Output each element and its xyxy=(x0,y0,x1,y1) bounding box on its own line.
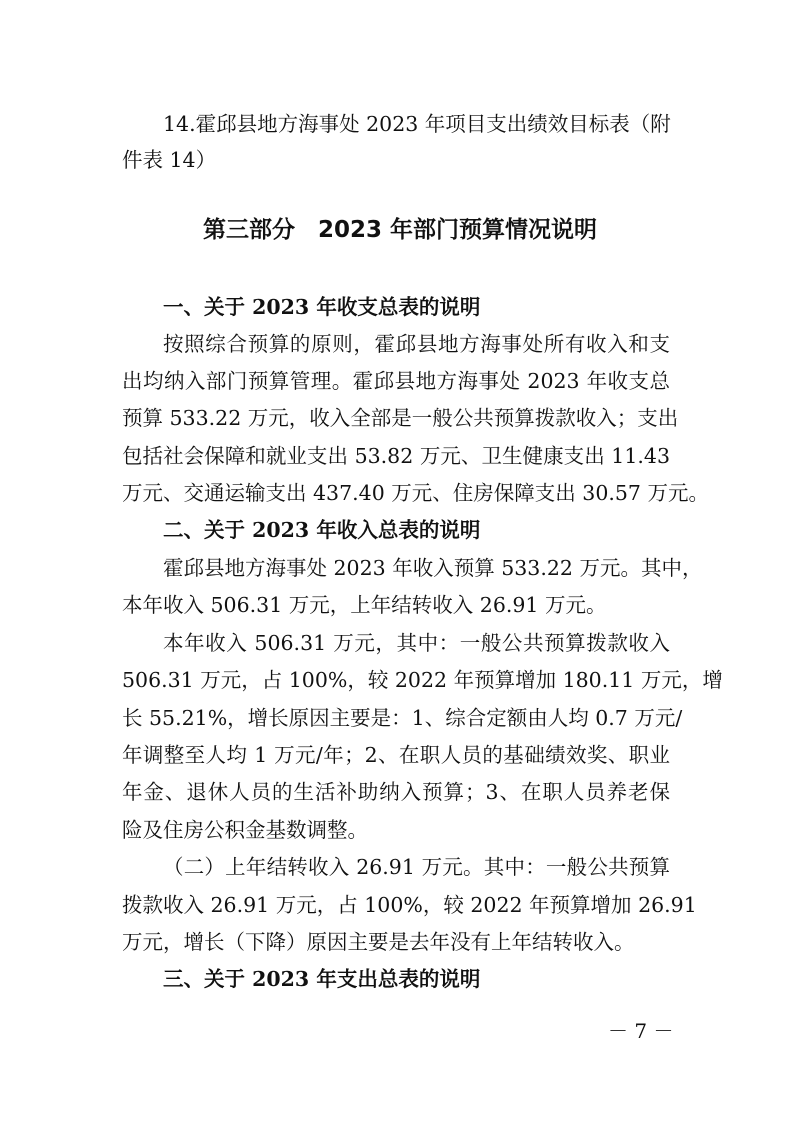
section-2-text: 长 55.21%，增长原因主要是：1、综合定额由人均 0.7 万元/ xyxy=(122,706,683,730)
section-2-text: 506.31 万元，占 100%，较 2022 年预算增加 180.11 万元，增 xyxy=(122,668,723,692)
section-2-para-2-line xyxy=(0,623,793,663)
section-2-para-1-line xyxy=(0,548,793,588)
section-2-para-2-line xyxy=(0,772,793,812)
section-2-text: 年调整至人均 1 万元/年；2、在职人员的基础绩效奖、职业 xyxy=(122,743,670,767)
section-1-heading: 一、关于 2023 年收支总表的说明 xyxy=(163,295,481,319)
section-2-para-2-line xyxy=(0,660,793,700)
item-14-line-2 xyxy=(0,140,793,180)
section-2-para-2-line xyxy=(0,810,793,850)
section-2-text: 本年收入 506.31 万元，其中：一般公共预算拨款收入 xyxy=(163,631,670,655)
part-title-line xyxy=(0,210,793,250)
section-2-heading-line xyxy=(0,510,793,550)
item-14-line-1 xyxy=(0,104,793,144)
section-1-text: 万元、交通运输支出 437.40 万元、住房保障支出 30.57 万元。 xyxy=(122,481,709,505)
section-2-text: 年金、退休人员的生活补助纳入预算；3、在职人员养老保 xyxy=(122,780,670,804)
item-14-text-2: 件表 14） xyxy=(122,148,217,172)
section-1-text: 出均纳入部门预算管理。霍邱县地方海事处 2023 年收支总 xyxy=(122,369,670,393)
section-2-text: 万元，增长（下降）原因主要是去年没有上年结转收入。 xyxy=(122,930,635,954)
section-3-heading-line xyxy=(0,959,793,999)
section-2-para-3-line xyxy=(0,922,793,962)
section-2-para-3-line xyxy=(0,847,793,887)
section-3-heading: 三、关于 2023 年支出总表的说明 xyxy=(163,967,481,991)
section-2-text: 霍邱县地方海事处 2023 年收入预算 533.22 万元。其中， xyxy=(163,556,703,580)
part-title: 第三部分 2023 年部门预算情况说明 xyxy=(203,217,598,243)
section-2-heading: 二、关于 2023 年收入总表的说明 xyxy=(163,518,481,542)
section-1-line xyxy=(0,324,793,364)
section-1-line xyxy=(0,398,793,438)
item-14-text-1: 14.霍邱县地方海事处 2023 年项目支出绩效目标表（附 xyxy=(163,112,671,136)
section-2-text: 险及住房公积金基数调整。 xyxy=(122,818,368,842)
section-1-text: 预算 533.22 万元，收入全部是一般公共预算拨款收入；支出 xyxy=(122,406,679,430)
section-2-para-2-line xyxy=(0,735,793,775)
section-1-line xyxy=(0,361,793,401)
section-2-para-3-line xyxy=(0,885,793,925)
section-1-line xyxy=(0,473,793,513)
section-2-para-2-line xyxy=(0,698,793,738)
section-2-text: 拨款收入 26.91 万元，占 100%，较 2022 年预算增加 26.91 xyxy=(122,893,697,917)
section-2-text: （二）上年结转收入 26.91 万元。其中：一般公共预算 xyxy=(163,855,670,879)
section-1-text: 按照综合预算的原则，霍邱县地方海事处所有收入和支 xyxy=(163,332,670,356)
section-1-line xyxy=(0,436,793,476)
section-1-text: 包括社会保障和就业支出 53.82 万元、卫生健康支出 11.43 xyxy=(122,444,670,468)
section-1-heading-line xyxy=(0,287,793,327)
section-2-text: 本年收入 506.31 万元，上年结转收入 26.91 万元。 xyxy=(122,593,607,617)
page-number: － 7 － xyxy=(608,1019,674,1043)
section-2-para-1-line xyxy=(0,585,793,625)
